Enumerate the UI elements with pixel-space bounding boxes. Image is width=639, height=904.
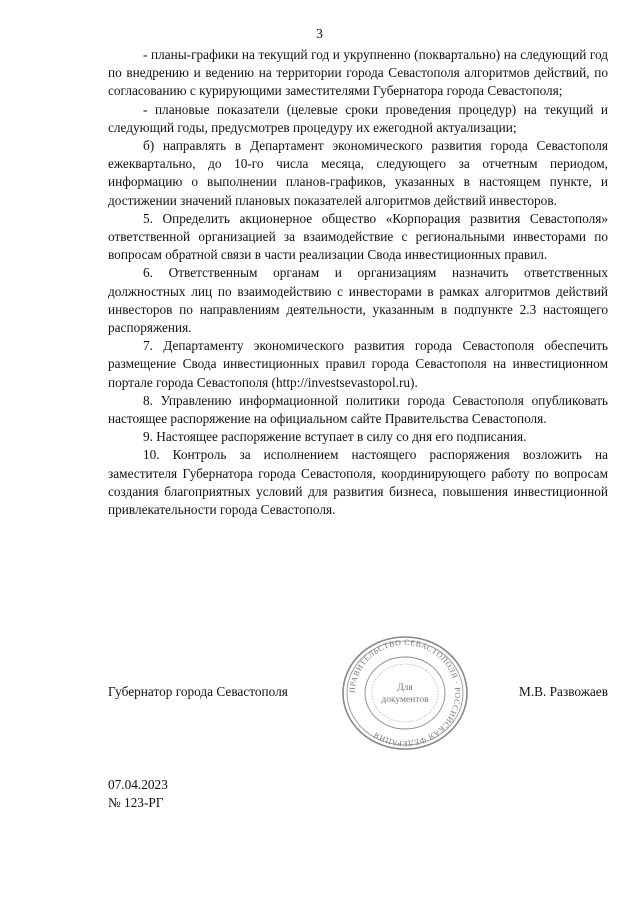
document-number: № 123-РГ — [108, 795, 164, 810]
document-date: 07.04.2023 — [108, 777, 168, 792]
paragraph-quarterly-report: б) направлять в Департамент экономического развития города Севастополя ежеквартально, до 10-го числа месяца, следующего за отчетным периодом, информацию о выполнении планов-графиков, указанных в настоящем пункте, и достижении значений плановых показателей алгоритмов действий инвесторов. — [108, 138, 608, 208]
page-number: 3 — [316, 26, 323, 41]
official-seal — [338, 634, 472, 752]
document-body — [108, 46, 608, 519]
paragraph-item-9: 9. Настоящее распоряжение вступает в силу со дня его подписания. — [143, 429, 527, 445]
document-details — [108, 776, 168, 812]
paragraph-schedules: - планы-графики на текущий год и укрупненно (поквартально) на следующий год по внедрению и ведению на территории города Севастополя алгоритмов действий, по согласованию с курирующими заместителями Губернатора города Севастополя; — [108, 47, 608, 99]
paragraph-item-8: 8. Управлению информационной политики города Севастополя опубликовать настоящее распоряжение на официальном сайте Правительства Севастополя. — [108, 392, 608, 427]
seal-center-line2: документов — [381, 695, 429, 705]
paragraph-item-5: 5. Определить акционерное общество «Корпорация развития Севастополя» ответственной организацией за взаимодействие с региональными инвесторами по вопросам обратной связи в части реализации Свода инвестиционных правил. — [108, 210, 608, 263]
paragraph-item-10: 10. Контроль за исполнением настоящего распоряжения возложить на заместителя Губернатора города Севастополя, координирующего работу по вопросам создания благоприятных условий для развития бизнеса, повышения инвестиционной привлекательности города Севастополя. — [108, 447, 608, 518]
paragraph-item-7: 7. Департаменту экономического развития города Севастополя обеспечить размещение Свода инвестиционных правил города Севастополя на инвестиционном портале города Севастополя (http://investsevastopol.ru). — [108, 338, 608, 390]
signatory-name: М.В. Развожаев — [519, 684, 608, 699]
seal-center-line1: Для — [397, 683, 413, 693]
paragraph-item-6: 6. Ответственным органам и организациям назначить ответственных должностных лиц по взаимодействию с инвесторами в рамках алгоритмов действий инвесторов по направлениям деятельности, указанным в подпункте 2.3 настоящего распоряжения. — [108, 265, 608, 336]
signatory-title: Губернатор города Севастополя — [108, 684, 288, 699]
paragraph-plan-indicators: - плановые показатели (целевые сроки проведения процедур) на текущий и следующий годы, предусмотрев процедуру их ежегодной актуализации; — [108, 101, 608, 135]
seal-ring-text: ПРАВИТЕЛЬСТВО СЕВАСТОПОЛЯ · РОССИЙСКАЯ ФЕДЕРАЦИЯ — [347, 637, 463, 749]
